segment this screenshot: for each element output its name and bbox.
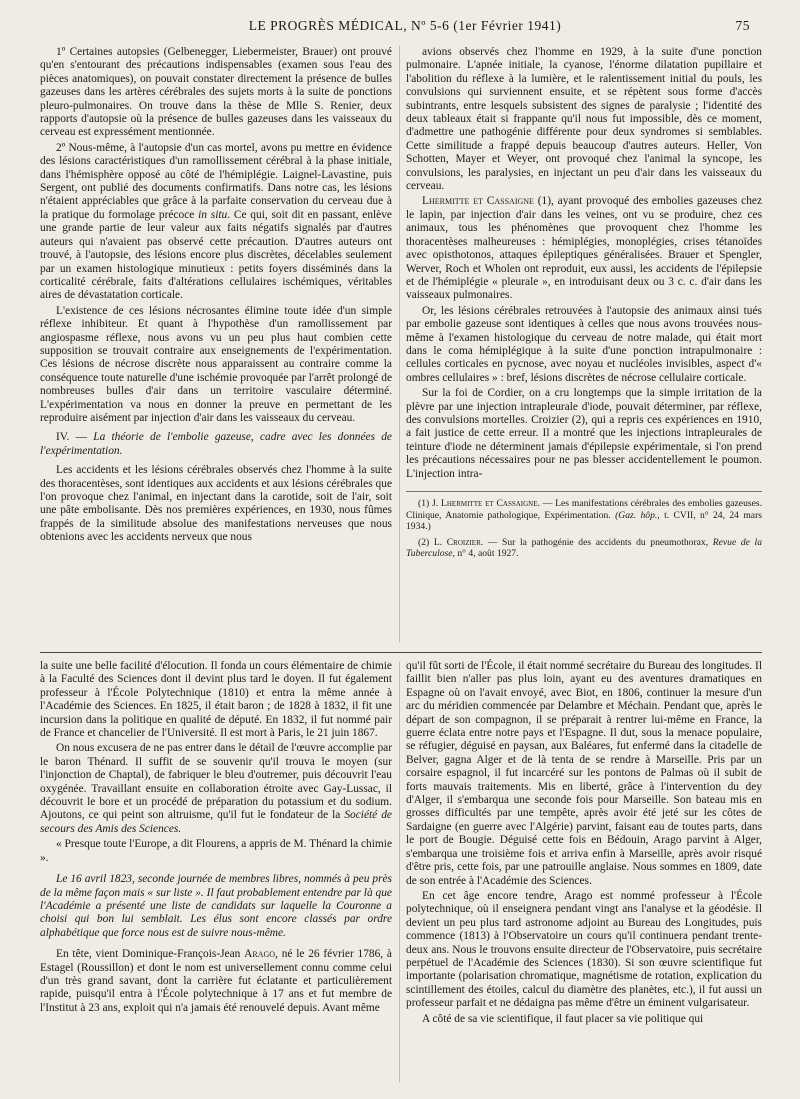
paragraph: qu'il fût sorti de l'École, il était nommé secrétaire du Bureau des longitudes. Il faillit bien n'aller pas plus loin, ayant eu des aventures dramatiques en Espagne où on l'avait envoyé, avec Biot, en 1806, continuer la mesure d'un arc du méridien commencée par Delambre et Méchain. Pendant que, après le départ de son compagnon, il se préparait à rentrer lui-même en France, la guerre éclata entre notre pays et l'Espagne. Il dut, sous la menace populaire, se réfugier, déguisé en paysan, aux Baléares, fut enfermé dans la citadelle de Belver, gagna Alger et de là tenta de se rendre à Marseille. Pris par un corsaire espagnol, il fut incarcéré sur les pontons de Palmas où il subit de forts mauvais traitements. Mis en liberté, grâce à l'intervention du dey d'Alger, il s'embarqua une seconde fois pour Marseille. Son bateau mis en grosses difficultés par une tempête, après avoir été jeté sur les côtes de Sardaigne (en guerre avec l'Algérie) parvint, faisant eau de toutes parts, dans le port de Bougie. Déguisé cette fois en Bédouin, Arago parvint à Alger, s'embarqua une troisième fois et arriva enfin à Marseille, après avoir risqué d'être pris, cette fois, par une patrouille anglaise. Nous sommes en 1809, date de son entrée à l'Académie des Sciences. [406, 660, 762, 887]
paragraph: la suite une belle facilité d'élocution. Il fonda un cours élémentaire de chimie à la Faculté des Sciences dont il devint plus tard le doyen. Il fut également professeur à l'École Polytechnique (1810) et entra la même année à l'Académie des Sciences. En 1825, il était baron ; de 1828 à 1832, il fit une incursion dans la politique en qualité de député. En 1832, il fut nommé pair de France et chancelier de l'Université. Il est mort à Paris, le 21 juin 1867. [40, 660, 392, 740]
paragraph: 2º Nous-même, à l'autopsie d'un cas mortel, avons pu mettre en évidence des lésions caractéristiques d'un ramollissement cérébral à la phase initiale, dans l'hémisphère opposé au côté de l'hémiplégie. Laignel-Lavastine, puis Sergent, ont publié des documents confirmatifs. Dans notre cas, les lésions n'étaient appréciables que grâce à la parfaite conservation du cerveau due à la pratique du formolage précoce in situ. Ce qui, soit dit en passant, enlève une grande partie de leur valeur aux faits négatifs signalés par d'autres auteurs qui n'avaient pas observé cette précaution. D'autres auteurs ont trouvé, à l'autopsie, des lésions encore plus discrètes, décelables seulement par un examen histologique minutieux : petits foyers disséminés dans la corticalité cérébrale, faits d'altérations cellulaires ischémiques, véritables aires de dévastatation corticale. [40, 141, 392, 302]
column-rule-bottom [399, 662, 400, 1082]
paragraph: 1º Certaines autopsies (Gelbenegger, Liebermeister, Brauer) ont prouvé qu'en s'entourant des précautions indispensables (examen sous l'eau des pièces anatomiques), on pouvait constater directement la présence de bulles gazeuses dans les artères cérébrales des sujets morts à la suite de ponctions pleuro-pulmonaires. On trouve dans la thèse de Mlle S. Renier, deux rapports d'autopsie où la présence de bulles gazeuses dans les vaisseaux du cerveau est expressément mentionnée. [40, 46, 392, 139]
footnote: (1) J. Lhermitte et Cassaigne. — Les manifestations cérébrales des embolies gazeuses. Clinique, Anatomie pathologique, Expérimentation. (Gaz. hôp., t. CVII, n° 24, 24 mars 1934.) [406, 498, 762, 533]
paragraph: A côté de sa vie scientifique, il faut placer sa vie politique qui [422, 1012, 704, 1025]
article-column-right [406, 46, 762, 564]
paragraph: On nous excusera de ne pas entrer dans le détail de l'œuvre accomplie par le baron Thénard. Il suffit de se souvenir qu'il trouva le moyen (sur l'injonction de Chaptal), de fabriquer le bleu d'outremer, puis découvrit l'eau oxygénée. Travaillant ensuite en collaboration étroite avec Gay-Lussac, il découvrit le bore et un procédé de préparation du potassium et du sodium. Ajoutons, ce qui peint son altruisme, qu'il fut le fondateur de la Société de secours des Amis des Sciences. [40, 742, 392, 835]
paragraph: Sur la foi de Cordier, on a cru longtemps que la simple irritation de la plèvre par une injection intrapleurale d'iode, pouvait déterminer, par réflexe, des convulsions mortelles. Croizier (2), qui a repris ces expériences en 1910, a fait justice de cette erreur. Il a montré que les injections intrapleurales de teinture d'iode ne déterminent jamais d'épilepsie expérimentale, si l'on prend les précautions nécessaires pour ne pas blesser accidentellement le poumon. L'injection intra- [406, 387, 762, 480]
paragraph: En cet âge encore tendre, Arago est nommé professeur à l'École polytechnique, où il enseignera pendant vingt ans l'analyse et la géodésie. Il devient un peu plus tard astronome adjoint au Bureau des Longitudes, puis commence (1813) à l'Observatoire un cours qu'il continuera pendant trente-deux ans. Nous le trouvons ensuite directeur de l'Observatoire, puis secrétaire perpétuel de l'Académie des Sciences (1830). Si son œuvre scientifique fut importante (polarisation chromatique, magnétisme de rotation, explication du scintillement des étoiles, calcul du diamètre des planètes, etc.), il fut aussi un professeur parfait et ne dédaigna pas même d'être un éminent vulgarisateur. [406, 889, 762, 1010]
paragraph: En tête, vient Dominique-François-Jean Arago, né le 26 février 1786, à Estagel (Roussillon) et dont le nom est universellement connu comme celui d'un très grand savant, dont la carrière fut éclatante et particulièrement rapide, puisqu'il entra à l'École polytechnique à 17 ans et fut membre de l'Institut à 23 ans, exploit qui n'a jamais été renouvelé depuis. Avant même [40, 948, 392, 1014]
italic-term: in situ [198, 208, 228, 221]
section-heading: IV. — La théorie de l'embolie gazeuse, cadre avec les données de l'expérimentation. [40, 431, 392, 457]
column-rule-top [399, 46, 400, 642]
running-title: LE PROGRÈS MÉDICAL, Nº 5-6 (1er Février 1941) [248, 18, 562, 33]
running-header [60, 18, 750, 38]
person-name: Arago [244, 948, 276, 961]
article-column-left [40, 46, 392, 545]
paragraph: Les accidents et les lésions cérébrales observés chez l'homme à la suite des thoracentèses, sont identiques aux accidents et aux lésions cérébrales que l'on provoque chez l'animal, en injectant dans la carotide, soit de l'air, soit une pâte embolisante. Dès nos premières expériences, en 1930, nous fûmes frappés de la similitude absolue des manifestations nerveuses que nous obtenions avec les accidents nerveux que nous [40, 464, 392, 544]
paragraph: Lhermitte et Cassaigne (1), ayant provoqué des embolies gazeuses chez le lapin, par injection d'air dans les veines, ont vu se produire, chez ces animaux, tous les phénomènes que provoquent chez l'homme les thoracentèses malheureuses : hémiplégies, monoplégies, crises tétanoïdes avec opisthotonos, attaques épileptiques généralisées. Brauer et Spengler, Werver, Roch et Wholen ont reproduit, eux aussi, les accidents de l'épilepsie et de l'hémiplégie « pleurale », en introduisant deux ou 3 c. c. d'air dans les vaisseaux pulmonaires. [406, 195, 762, 302]
author-names: Lhermitte et Cassaigne [422, 195, 534, 208]
biography-column-left [40, 660, 392, 1015]
footnotes [406, 491, 762, 560]
paragraph: « Presque toute l'Europe, a dit Flourens, a appris de M. Thénard la chimie ». [40, 838, 392, 864]
footnote: (2) L. Croizier. — Sur la pathogénie des accidents du pneumothorax, Revue de la Tuberculose, n° 4, août 1927. [406, 536, 763, 560]
paragraph: Or, les lésions cérébrales retrouvées à l'autopsie des animaux ainsi tués par embolie gazeuse sont identiques à celles que nous avons trouvées nous-même à l'examen histologique du cerveau de notre malade, qui était mort dans le coma hémiplégique à la suite d'une ponction intrapulmonaire : cellules corticales en pycnose, avec noyau et nucléoles invisibles, aspect d'« ombres cellulaires » : bref, lésions discrètes de nécrose cellulaire corticale. [406, 304, 762, 384]
page-number: 75 [735, 18, 750, 33]
italic-paragraph: Le 16 avril 1823, seconde journée de membres libres, nommés à peu près de la même façon mais « sur liste ». Il faut probablement entendre par là que l'Académie a présenté une liste de candidats sur laquelle la Couronne a choisi qui bon lui semblait. Les élus sont encore classés par ordre alphabétique que force nous est de suivre nous-même. [40, 873, 392, 939]
section-divider [40, 652, 762, 653]
biography-column-right [406, 660, 762, 1026]
paragraph: avions observés chez l'homme en 1929, à la suite d'une ponction pulmonaire. L'apnée initiale, la cyanose, l'énorme dilatation pupillaire et l'abolition du réflexe à la lumière, et le ralentissement initial du pouls, les convulsions qui surviennent ensuite, et se répètent sous forme d'accès subintrants, entre lesquels subsistent des signes de paralysie ; l'identité des deux tableaux était si frappante qu'il nous fut impossible, dès ce moment, d'admettre une pathogénie différente pour deux syndromes si semblables. Cette similitude a frappé depuis beaucoup d'autres auteurs. Heller, Von Schotten, Mayer et Weyer, ont provoqué chez l'animal la syncope, les convulsions, les paralysies, en injectant un peu d'air dans les vaisseaux du cerveau. [406, 46, 762, 193]
paragraph: L'existence de ces lésions nécrosantes élimine toute idée d'un simple réflexe inhibiteur. Et quant à l'hypothèse d'un ramollissement par angiospasme réflexe, nous avons vu un peu plus haut combien cette supposition se trouvait contraire aux enseignements de l'expérimentation. Ces lésions de nécrose discrète nous apparaissent au contraire comme la conséquence toute naturelle d'une ischémie provoquée par l'arrêt prolongé de nombreuses bulles d'air dans un territoire vasculaire déterminé. L'expérimentation va nous en donner la preuve en permettant de les reproduire aisément par injection d'air dans les vaisseaux du cerveau. [40, 304, 392, 424]
